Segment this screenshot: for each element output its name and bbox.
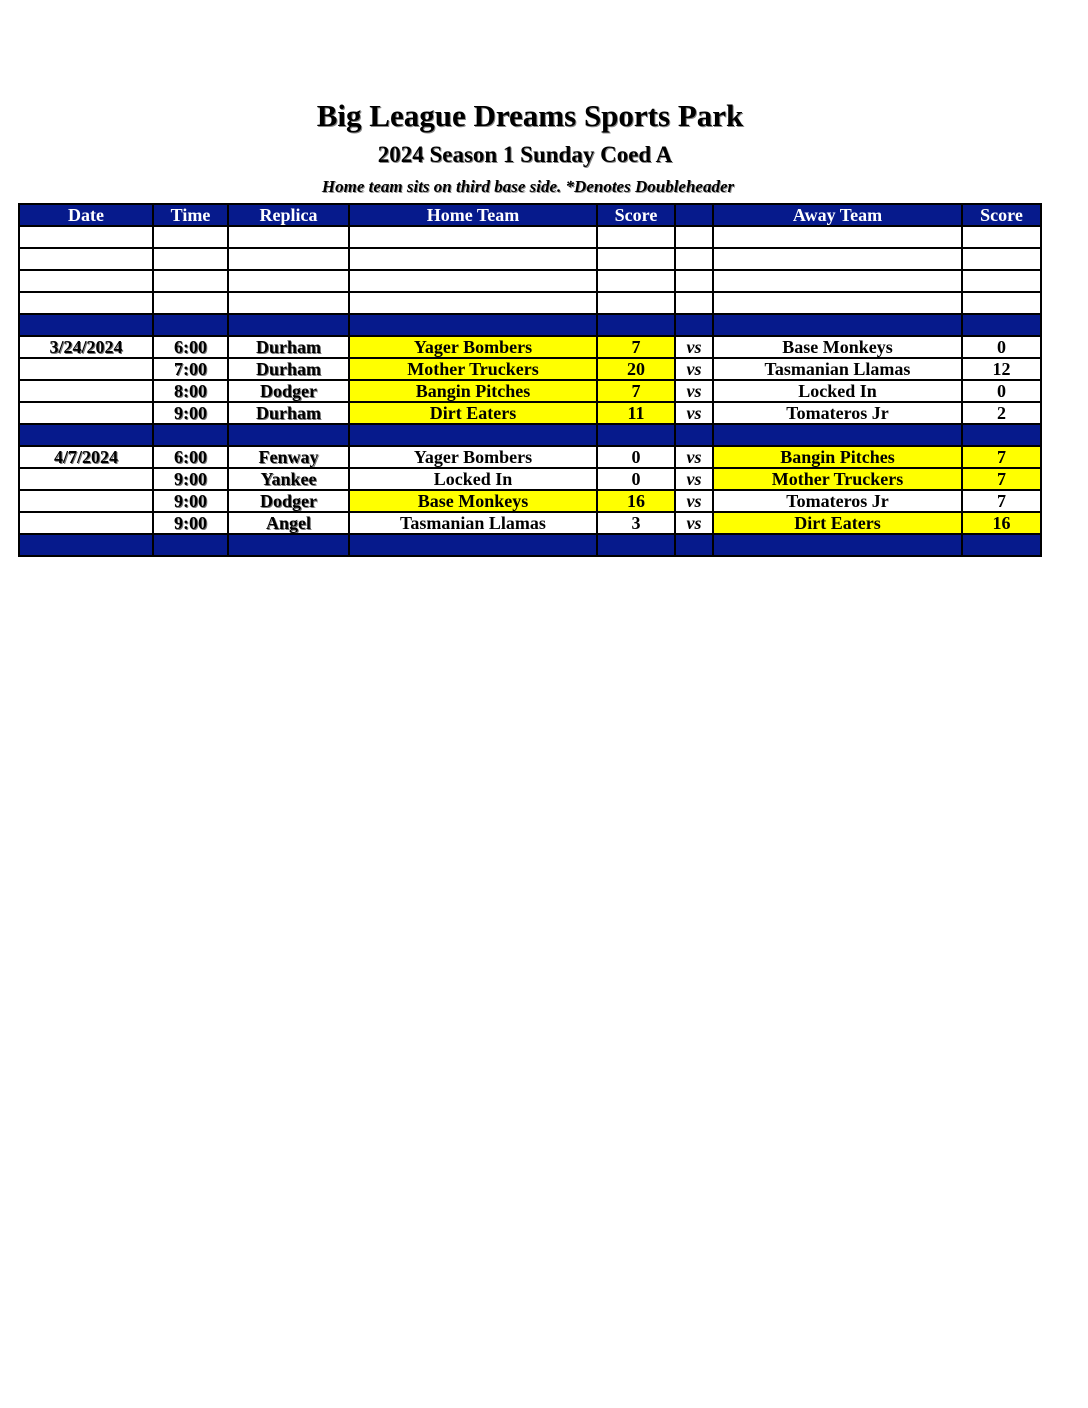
col-header-vs [675,204,713,226]
empty-cell [675,270,713,292]
away-score: 0 [962,336,1041,358]
empty-cell [153,248,228,270]
away-team: Dirt Eaters [713,512,962,534]
separator-cell [19,424,153,446]
home-team: Locked In [349,468,597,490]
separator-row [19,534,1041,556]
header-row [19,204,1041,226]
home-team: Mother Truckers [349,358,597,380]
game-row [19,468,1041,490]
empty-cell [349,248,597,270]
home-team: Dirt Eaters [349,402,597,424]
game-date [19,402,153,424]
empty-row [19,248,1041,270]
game-time: 9:00 [153,468,228,490]
vs-label: vs [675,358,713,380]
home-team: Bangin Pitches [349,380,597,402]
away-score: 7 [962,490,1041,512]
away-score: 16 [962,512,1041,534]
separator-cell [228,424,349,446]
game-time: 9:00 [153,402,228,424]
col-header-away-score: Score [962,204,1041,226]
separator-cell [597,534,675,556]
game-time: 9:00 [153,512,228,534]
col-header-away-team: Away Team [713,204,962,226]
separator-cell [962,314,1041,336]
home-score: 16 [597,490,675,512]
vs-label: vs [675,380,713,402]
empty-cell [349,270,597,292]
away-team: Bangin Pitches [713,446,962,468]
separator-cell [349,424,597,446]
game-time: 6:00 [153,446,228,468]
separator-cell [153,424,228,446]
empty-cell [597,226,675,248]
empty-cell [349,292,597,314]
separator-cell [228,314,349,336]
away-score: 2 [962,402,1041,424]
home-score: 7 [597,336,675,358]
game-row [19,490,1041,512]
separator-row [19,424,1041,446]
away-team: Tomateros Jr [713,402,962,424]
empty-row [19,270,1041,292]
game-row [19,380,1041,402]
game-date [19,380,153,402]
schedule-note: Home team sits on third base side. *Denotes Doubleheader [321,177,735,196]
empty-cell [349,226,597,248]
separator-cell [962,424,1041,446]
season-subtitle: 2024 Season 1 Sunday Coed A [377,142,673,167]
separator-cell [597,424,675,446]
col-header-date: Date [19,204,153,226]
game-date [19,490,153,512]
separator-cell [228,534,349,556]
separator-cell [19,534,153,556]
game-replica-field: Dodger [228,490,349,512]
home-score: 11 [597,402,675,424]
away-team: Locked In [713,380,962,402]
vs-label: vs [675,446,713,468]
game-time: 8:00 [153,380,228,402]
empty-cell [228,292,349,314]
separator-cell [349,534,597,556]
game-row [19,358,1041,380]
home-score: 0 [597,446,675,468]
game-replica-field: Durham [228,402,349,424]
game-replica-field: Fenway [228,446,349,468]
empty-cell [19,270,153,292]
game-date [19,468,153,490]
vs-label: vs [675,402,713,424]
separator-row [19,314,1041,336]
game-replica-field: Angel [228,512,349,534]
away-score: 0 [962,380,1041,402]
col-header-time: Time [153,204,228,226]
empty-cell [153,292,228,314]
empty-cell [713,270,962,292]
empty-cell [19,248,153,270]
game-row [19,336,1041,358]
empty-cell [962,270,1041,292]
separator-cell [19,314,153,336]
away-team: Base Monkeys [713,336,962,358]
separator-cell [675,314,713,336]
game-row [19,446,1041,468]
away-team: Mother Truckers [713,468,962,490]
home-team: Yager Bombers [349,336,597,358]
separator-cell [349,314,597,336]
game-replica-field: Durham [228,336,349,358]
empty-row [19,292,1041,314]
empty-cell [962,248,1041,270]
empty-cell [962,292,1041,314]
empty-cell [153,226,228,248]
away-score: 7 [962,468,1041,490]
home-team: Yager Bombers [349,446,597,468]
empty-cell [675,292,713,314]
empty-cell [19,292,153,314]
vs-label: vs [675,336,713,358]
empty-cell [228,270,349,292]
home-score: 3 [597,512,675,534]
empty-cell [962,226,1041,248]
game-time: 6:00 [153,336,228,358]
vs-label: vs [675,468,713,490]
col-header-replica: Replica [228,204,349,226]
empty-cell [597,270,675,292]
schedule-body [19,226,1041,556]
empty-cell [713,248,962,270]
separator-cell [713,314,962,336]
empty-cell [675,226,713,248]
game-date [19,512,153,534]
vs-label: vs [675,490,713,512]
home-score: 20 [597,358,675,380]
empty-row [19,226,1041,248]
empty-cell [228,226,349,248]
page-title: Big League Dreams Sports Park [316,98,744,133]
game-date: 3/24/2024 [19,336,153,358]
vs-label: vs [675,512,713,534]
game-time: 9:00 [153,490,228,512]
empty-cell [597,248,675,270]
game-date [19,358,153,380]
empty-cell [713,292,962,314]
game-date: 4/7/2024 [19,446,153,468]
empty-cell [228,248,349,270]
game-row [19,512,1041,534]
separator-cell [675,424,713,446]
empty-cell [19,226,153,248]
game-replica-field: Durham [228,358,349,380]
game-time: 7:00 [153,358,228,380]
home-score: 7 [597,380,675,402]
separator-cell [962,534,1041,556]
separator-cell [713,534,962,556]
separator-cell [713,424,962,446]
separator-cell [153,534,228,556]
col-header-home-team: Home Team [349,204,597,226]
separator-cell [597,314,675,336]
home-score: 0 [597,468,675,490]
schedule-table [18,203,1042,557]
empty-cell [153,270,228,292]
home-team: Tasmanian Llamas [349,512,597,534]
col-header-home-score: Score [597,204,675,226]
away-team: Tasmanian Llamas [713,358,962,380]
away-team: Tomateros Jr [713,490,962,512]
empty-cell [713,226,962,248]
separator-cell [675,534,713,556]
game-row [19,402,1041,424]
empty-cell [597,292,675,314]
home-team: Base Monkeys [349,490,597,512]
game-replica-field: Yankee [228,468,349,490]
game-replica-field: Dodger [228,380,349,402]
away-score: 12 [962,358,1041,380]
away-score: 7 [962,446,1041,468]
separator-cell [153,314,228,336]
empty-cell [675,248,713,270]
